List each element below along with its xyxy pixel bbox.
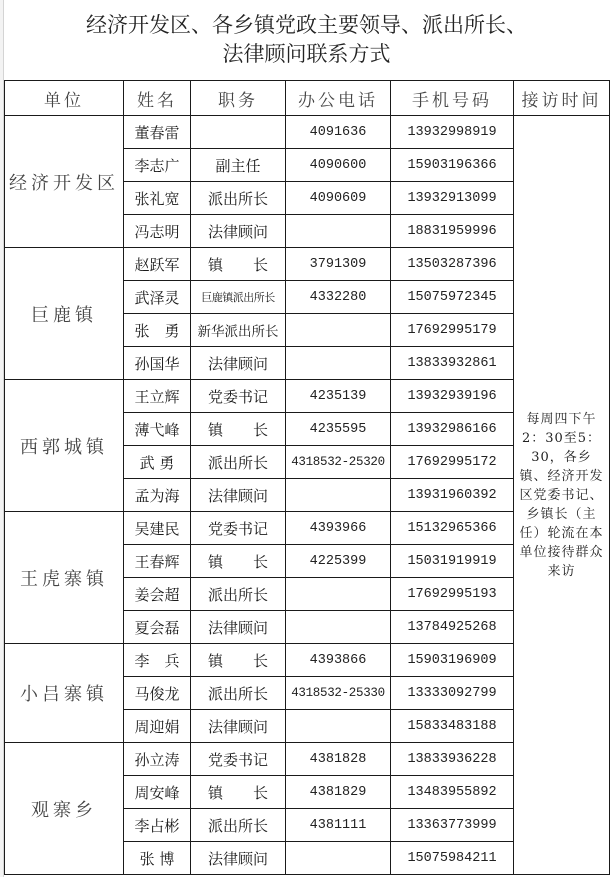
mobile-cell[interactable]: 13833932861 — [391, 347, 514, 380]
header-office-phone[interactable]: 办公电话 — [286, 81, 391, 116]
name-cell[interactable]: 孟为海 — [124, 479, 191, 512]
reception-time-cell[interactable]: 每周四下午2：30至5：30，各乡镇、经济开发区党委书记、乡镇长（主任）轮流在本单位接待群众来访 — [514, 116, 610, 875]
name-cell[interactable]: 武泽灵 — [124, 281, 191, 314]
office-phone-cell[interactable] — [286, 611, 391, 644]
mobile-cell[interactable]: 15075984211 — [391, 842, 514, 875]
mobile-cell[interactable]: 13503287396 — [391, 248, 514, 281]
office-phone-cell[interactable]: 4393866 — [286, 644, 391, 677]
position-cell[interactable]: 新华派出所长 — [191, 314, 286, 347]
office-phone-cell[interactable]: 4318532-25320 — [286, 446, 391, 479]
unit-cell[interactable]: 巨鹿镇 — [5, 248, 124, 380]
name-cell[interactable]: 李 兵 — [124, 644, 191, 677]
position-cell[interactable]: 镇 长 — [191, 413, 286, 446]
position-cell[interactable]: 法律顾问 — [191, 842, 286, 875]
office-phone-cell[interactable]: 4225399 — [286, 545, 391, 578]
header-reception-time[interactable]: 接访时间 — [514, 81, 610, 116]
position-cell[interactable]: 党委书记 — [191, 743, 286, 776]
header-unit[interactable]: 单位 — [5, 81, 124, 116]
position-cell[interactable]: 派出所长 — [191, 446, 286, 479]
mobile-cell[interactable]: 13833936228 — [391, 743, 514, 776]
name-cell[interactable]: 马俊龙 — [124, 677, 191, 710]
position-cell[interactable]: 巨鹿镇派出所长 — [191, 281, 286, 314]
mobile-cell[interactable]: 15903196909 — [391, 644, 514, 677]
position-cell[interactable]: 法律顾问 — [191, 611, 286, 644]
name-cell[interactable]: 张 博 — [124, 842, 191, 875]
name-cell[interactable]: 董春雷 — [124, 116, 191, 149]
mobile-cell[interactable]: 15833483188 — [391, 710, 514, 743]
mobile-cell[interactable]: 13931960392 — [391, 479, 514, 512]
position-cell[interactable]: 党委书记 — [191, 380, 286, 413]
position-cell[interactable]: 镇 长 — [191, 545, 286, 578]
mobile-cell[interactable]: 13932998919 — [391, 116, 514, 149]
name-cell[interactable]: 李占彬 — [124, 809, 191, 842]
name-cell[interactable]: 吴建民 — [124, 512, 191, 545]
position-cell[interactable]: 派出所长 — [191, 182, 286, 215]
mobile-cell[interactable]: 17692995193 — [391, 578, 514, 611]
mobile-cell[interactable]: 15132965366 — [391, 512, 514, 545]
mobile-cell[interactable]: 15075972345 — [391, 281, 514, 314]
unit-cell[interactable]: 经济开发区 — [5, 116, 124, 248]
contact-table — [4, 80, 610, 875]
name-cell[interactable]: 张 勇 — [124, 314, 191, 347]
position-cell[interactable]: 法律顾问 — [191, 710, 286, 743]
mobile-cell[interactable]: 15903196366 — [391, 149, 514, 182]
office-phone-cell[interactable] — [286, 215, 391, 248]
position-cell[interactable]: 副主任 — [191, 149, 286, 182]
office-phone-cell[interactable]: 4235139 — [286, 380, 391, 413]
mobile-cell[interactable]: 13784925268 — [391, 611, 514, 644]
office-phone-cell[interactable]: 4332280 — [286, 281, 391, 314]
position-cell[interactable]: 法律顾问 — [191, 215, 286, 248]
office-phone-cell[interactable]: 4381828 — [286, 743, 391, 776]
unit-cell[interactable]: 西郭城镇 — [5, 380, 124, 512]
name-cell[interactable]: 王立辉 — [124, 380, 191, 413]
office-phone-cell[interactable]: 4393966 — [286, 512, 391, 545]
mobile-cell[interactable]: 17692995179 — [391, 314, 514, 347]
page-title — [4, 0, 609, 80]
office-phone-cell[interactable] — [286, 842, 391, 875]
mobile-cell[interactable]: 13483955892 — [391, 776, 514, 809]
mobile-cell[interactable]: 13932986166 — [391, 413, 514, 446]
office-phone-cell[interactable] — [286, 314, 391, 347]
name-cell[interactable]: 姜会超 — [124, 578, 191, 611]
name-cell[interactable]: 孙立涛 — [124, 743, 191, 776]
name-cell[interactable]: 夏会磊 — [124, 611, 191, 644]
mobile-cell[interactable]: 13932939196 — [391, 380, 514, 413]
header-mobile[interactable]: 手机号码 — [391, 81, 514, 116]
name-cell[interactable]: 李志广 — [124, 149, 191, 182]
unit-cell[interactable]: 小吕寨镇 — [5, 644, 124, 743]
office-phone-cell[interactable] — [286, 479, 391, 512]
name-cell[interactable]: 孙国华 — [124, 347, 191, 380]
office-phone-cell[interactable] — [286, 710, 391, 743]
position-cell[interactable]: 法律顾问 — [191, 347, 286, 380]
position-cell[interactable]: 派出所长 — [191, 677, 286, 710]
office-phone-cell[interactable]: 4091636 — [286, 116, 391, 149]
title-line-1: 经济开发区、各乡镇党政主要领导、派出所长、 — [86, 13, 527, 37]
table-row — [5, 116, 610, 149]
position-cell[interactable]: 派出所长 — [191, 809, 286, 842]
office-phone-cell[interactable]: 3791309 — [286, 248, 391, 281]
office-phone-cell[interactable]: 4090609 — [286, 182, 391, 215]
position-cell[interactable] — [191, 116, 286, 149]
office-phone-cell[interactable]: 4381111 — [286, 809, 391, 842]
name-cell[interactable]: 赵跃军 — [124, 248, 191, 281]
name-cell[interactable]: 张礼宽 — [124, 182, 191, 215]
position-cell[interactable]: 党委书记 — [191, 512, 286, 545]
office-phone-cell[interactable]: 4235595 — [286, 413, 391, 446]
name-cell[interactable]: 薄弋峰 — [124, 413, 191, 446]
office-phone-cell[interactable]: 4090600 — [286, 149, 391, 182]
name-cell[interactable]: 冯志明 — [124, 215, 191, 248]
mobile-cell[interactable]: 17692995172 — [391, 446, 514, 479]
name-cell[interactable]: 周迎娟 — [124, 710, 191, 743]
mobile-cell[interactable]: 13333092799 — [391, 677, 514, 710]
unit-cell[interactable]: 观寨乡 — [5, 743, 124, 875]
office-phone-cell[interactable] — [286, 578, 391, 611]
mobile-cell[interactable]: 13363773999 — [391, 809, 514, 842]
position-cell[interactable]: 镇 长 — [191, 644, 286, 677]
unit-cell[interactable]: 王虎寨镇 — [5, 512, 124, 644]
header-row — [5, 81, 610, 116]
office-phone-cell[interactable]: 4318532-25330 — [286, 677, 391, 710]
position-cell[interactable]: 镇 长 — [191, 248, 286, 281]
name-cell[interactable]: 周安峰 — [124, 776, 191, 809]
name-cell[interactable]: 王春辉 — [124, 545, 191, 578]
name-cell[interactable]: 武 勇 — [124, 446, 191, 479]
mobile-cell[interactable]: 18831959996 — [391, 215, 514, 248]
header-position[interactable]: 职务 — [191, 81, 286, 116]
mobile-cell[interactable]: 15031919919 — [391, 545, 514, 578]
position-cell[interactable]: 法律顾问 — [191, 479, 286, 512]
position-cell[interactable]: 派出所长 — [191, 578, 286, 611]
header-name[interactable]: 姓名 — [124, 81, 191, 116]
mobile-cell[interactable]: 13932913099 — [391, 182, 514, 215]
title-line-2: 法律顾问联系方式 — [222, 42, 391, 66]
office-phone-cell[interactable]: 4381829 — [286, 776, 391, 809]
office-phone-cell[interactable] — [286, 347, 391, 380]
position-cell[interactable]: 镇 长 — [191, 776, 286, 809]
